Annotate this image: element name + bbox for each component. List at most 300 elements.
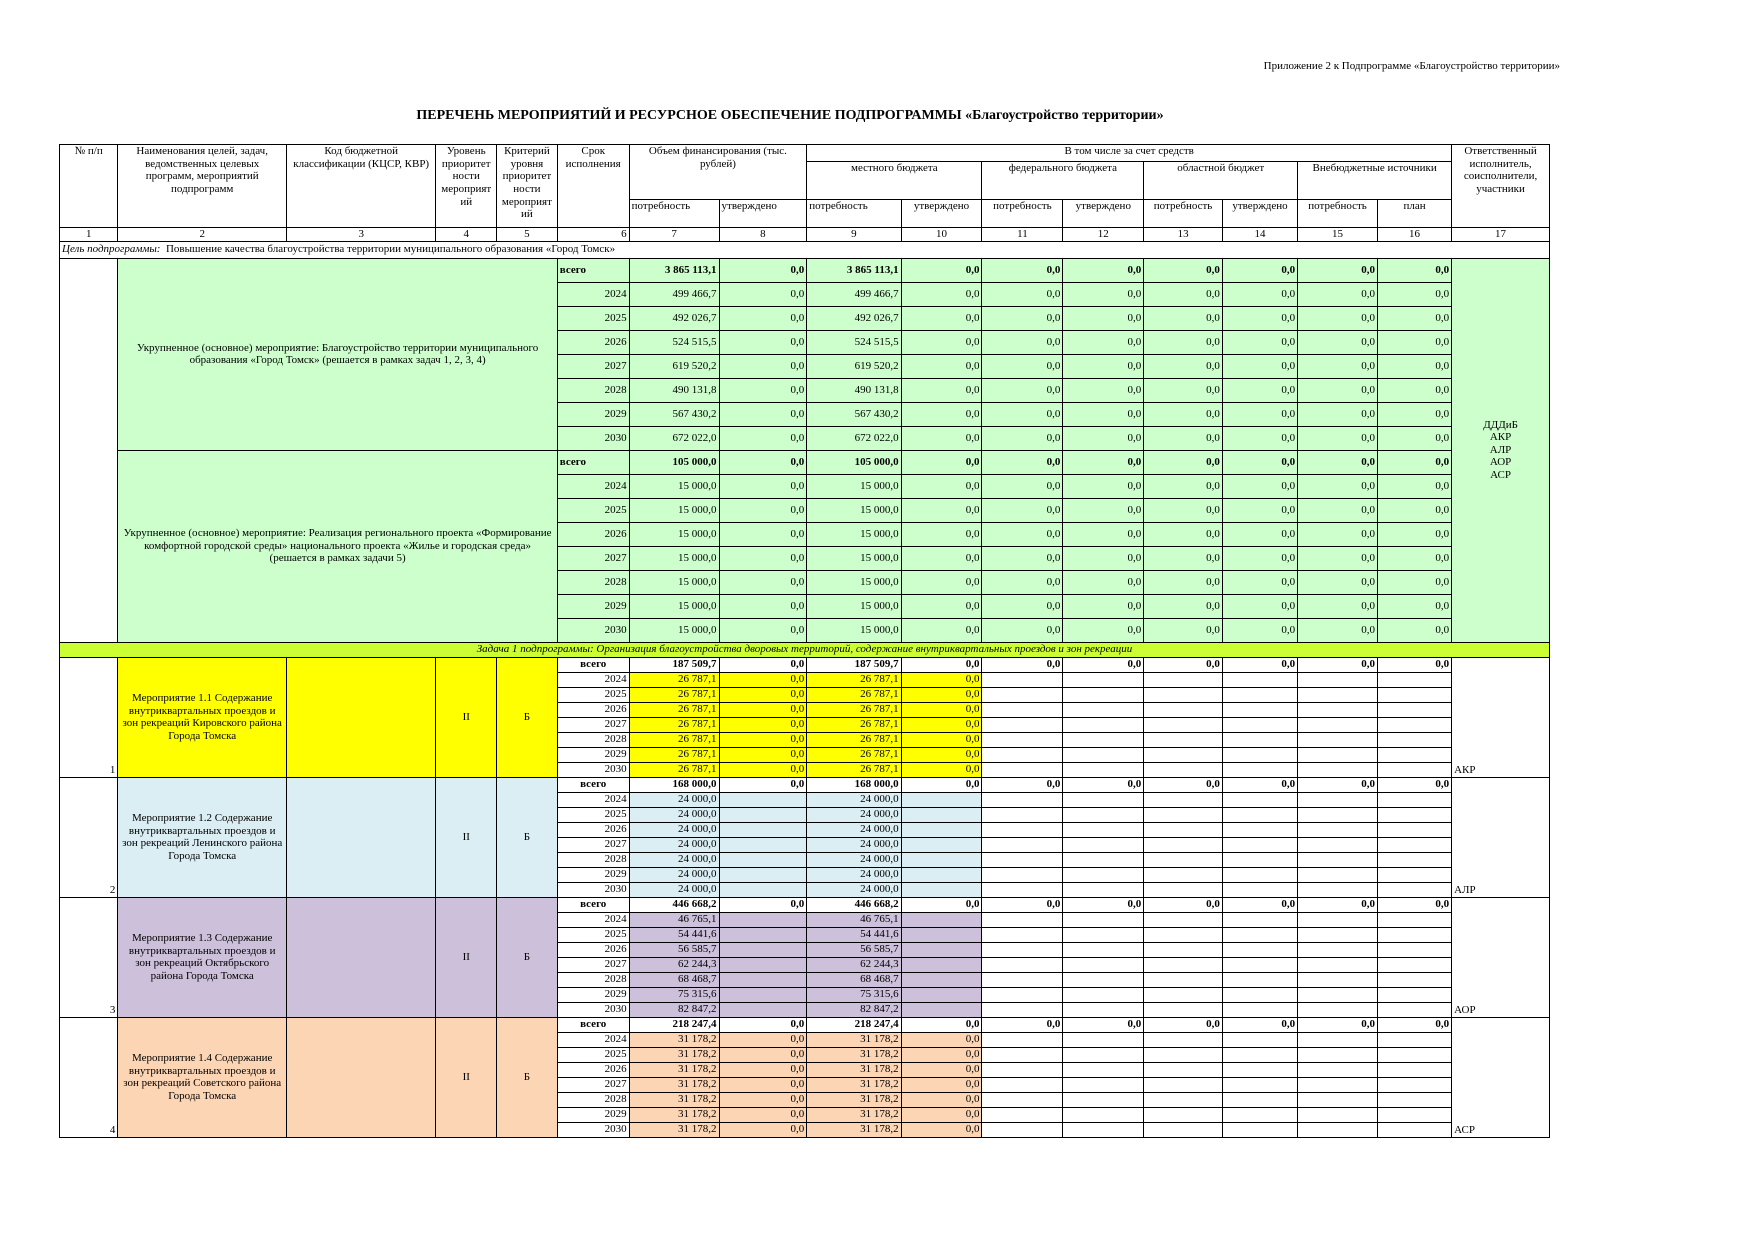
empty-cell [1063, 762, 1144, 777]
amount-cell: 0,0 [1063, 594, 1144, 618]
empty-cell [1222, 1122, 1297, 1137]
amount-cell: 0,0 [1377, 594, 1451, 618]
empty-cell [1298, 882, 1378, 897]
block-name: Укрупненное (основное) мероприятие: Реализация регионального проекта «Формирование комфортной городской среды» национального проекта «Жилье и городская среда» (решается в рамках задачи 5) [118, 450, 557, 642]
amount-cell: 0,0 [901, 687, 982, 702]
goal-row [60, 241, 1550, 258]
empty-cell [1063, 1002, 1144, 1017]
empty-cell [1377, 762, 1451, 777]
amount-cell: 0,0 [1144, 546, 1223, 570]
amount-cell: 24 000,0 [629, 822, 719, 837]
empty-cell [1063, 807, 1144, 822]
amount-cell: 24 000,0 [807, 837, 901, 852]
amount-cell: 0,0 [1144, 282, 1223, 306]
kbk-cell [286, 777, 435, 897]
column-number: 1 [60, 228, 118, 242]
empty-cell [1298, 1032, 1378, 1047]
amount-cell [719, 942, 807, 957]
amount-cell: 0,0 [1063, 474, 1144, 498]
amount-cell: 0,0 [982, 897, 1063, 912]
amount-cell: 31 178,2 [807, 1107, 901, 1122]
column-number: 12 [1063, 228, 1144, 242]
term-cell: 2028 [557, 972, 629, 987]
table-body [60, 241, 1550, 1137]
empty-cell [1222, 957, 1297, 972]
term-cell: 2024 [557, 282, 629, 306]
amount-cell: 218 247,4 [629, 1017, 719, 1032]
empty-cell [1377, 672, 1451, 687]
empty-cell [1063, 702, 1144, 717]
term-cell: 2029 [557, 1107, 629, 1122]
amount-cell: 0,0 [901, 1017, 982, 1032]
term-cell: 2030 [557, 762, 629, 777]
amount-cell: 0,0 [901, 1062, 982, 1077]
amount-cell: 0,0 [901, 330, 982, 354]
block-total-row [60, 450, 1550, 474]
empty-cell [1298, 927, 1378, 942]
goal-cell [60, 241, 1550, 258]
empty-cell [1222, 882, 1297, 897]
empty-cell [982, 717, 1063, 732]
amount-cell: 0,0 [901, 594, 982, 618]
amount-cell: 0,0 [901, 702, 982, 717]
empty-cell [1144, 1032, 1223, 1047]
column-number: 5 [497, 228, 558, 242]
amount-cell [719, 852, 807, 867]
amount-cell: 0,0 [1144, 402, 1223, 426]
amount-cell: 0,0 [1222, 546, 1297, 570]
amount-cell: 15 000,0 [807, 498, 901, 522]
amount-cell: 54 441,6 [629, 927, 719, 942]
amount-cell: 0,0 [1377, 777, 1451, 792]
empty-cell [1298, 972, 1378, 987]
row-number-cell: 2 [60, 777, 118, 897]
amount-cell: 0,0 [1222, 657, 1297, 672]
empty-cell [1298, 837, 1378, 852]
empty-cell [1144, 717, 1223, 732]
amount-cell: 0,0 [1377, 1017, 1451, 1032]
criterion-cell: Б [497, 1017, 558, 1137]
measure-total-row [60, 657, 1550, 672]
amount-cell: 0,0 [1063, 546, 1144, 570]
amount-cell: 0,0 [719, 1122, 807, 1137]
column-number: 16 [1377, 228, 1451, 242]
table-header [60, 145, 1550, 242]
empty-cell [1377, 867, 1451, 882]
empty-cell [1377, 822, 1451, 837]
col-term-header: Срок исполнения [557, 145, 629, 228]
amount-cell: 0,0 [901, 1107, 982, 1122]
amount-cell: 672 022,0 [807, 426, 901, 450]
amount-cell: 0,0 [719, 474, 807, 498]
empty-cell [1222, 1032, 1297, 1047]
term-cell: 2026 [557, 330, 629, 354]
criterion-cell: Б [497, 897, 558, 1017]
amount-cell: 15 000,0 [807, 546, 901, 570]
term-cell: 2025 [557, 927, 629, 942]
amount-cell: 0,0 [1298, 378, 1378, 402]
amount-cell: 31 178,2 [807, 1077, 901, 1092]
empty-cell [1377, 702, 1451, 717]
amount-cell: 31 178,2 [807, 1047, 901, 1062]
empty-cell [1222, 987, 1297, 1002]
amount-cell: 15 000,0 [629, 522, 719, 546]
kbk-cell [286, 897, 435, 1017]
amount-cell: 0,0 [1377, 378, 1451, 402]
amount-cell: 26 787,1 [629, 672, 719, 687]
empty-cell [1222, 837, 1297, 852]
amount-cell: 0,0 [1298, 522, 1378, 546]
amount-cell: 0,0 [1144, 378, 1223, 402]
empty-cell [1298, 912, 1378, 927]
amount-cell: 0,0 [1063, 402, 1144, 426]
empty-cell [1298, 852, 1378, 867]
amount-cell: 26 787,1 [807, 747, 901, 762]
sub-need: потребность [1298, 200, 1378, 228]
empty-cell [1298, 702, 1378, 717]
empty-cell [1144, 1107, 1223, 1122]
empty-cell [982, 1107, 1063, 1122]
empty-cell [1144, 942, 1223, 957]
empty-cell [982, 1032, 1063, 1047]
amount-cell [719, 1002, 807, 1017]
goal-text: Повышение качества благоустройства территории муниципального образования «Город Томск» [165, 243, 616, 256]
amount-cell: 499 466,7 [629, 282, 719, 306]
empty-cell [1063, 1032, 1144, 1047]
amount-cell: 0,0 [1063, 354, 1144, 378]
empty-cell [1377, 747, 1451, 762]
amount-cell: 0,0 [982, 657, 1063, 672]
amount-cell: 31 178,2 [629, 1062, 719, 1077]
empty-cell [1144, 957, 1223, 972]
term-cell: 2025 [557, 498, 629, 522]
amount-cell [719, 867, 807, 882]
col-regional-header: областной бюджет [1144, 162, 1298, 200]
term-cell: 2027 [557, 717, 629, 732]
amount-cell: 0,0 [719, 1092, 807, 1107]
col-incl-header: В том числе за счет средств [807, 145, 1452, 162]
empty-cell [1377, 792, 1451, 807]
amount-cell: 0,0 [1222, 258, 1297, 282]
amount-cell: 0,0 [1063, 1017, 1144, 1032]
empty-cell [1063, 882, 1144, 897]
amount-cell: 0,0 [901, 450, 982, 474]
amount-cell: 0,0 [719, 258, 807, 282]
empty-cell [1222, 687, 1297, 702]
term-cell: 2028 [557, 1092, 629, 1107]
amount-cell: 218 247,4 [807, 1017, 901, 1032]
amount-cell: 0,0 [1144, 450, 1223, 474]
amount-cell: 46 765,1 [629, 912, 719, 927]
amount-cell [719, 807, 807, 822]
amount-cell: 24 000,0 [629, 867, 719, 882]
amount-cell: 24 000,0 [807, 822, 901, 837]
empty-cell [982, 1062, 1063, 1077]
amount-cell: 0,0 [1063, 426, 1144, 450]
empty-cell [982, 792, 1063, 807]
empty-cell [1377, 912, 1451, 927]
amount-cell: 0,0 [982, 258, 1063, 282]
amount-cell: 0,0 [901, 777, 982, 792]
empty-cell [1377, 732, 1451, 747]
amount-cell: 56 585,7 [629, 942, 719, 957]
sub-approved: утверждено [719, 200, 807, 228]
term-cell: 2025 [557, 807, 629, 822]
empty-cell [1144, 702, 1223, 717]
amount-cell: 0,0 [719, 282, 807, 306]
empty-cell [1144, 912, 1223, 927]
amount-cell [901, 942, 982, 957]
empty-cell [1377, 1032, 1451, 1047]
responsible-cell: АЛР [1452, 777, 1550, 897]
amount-cell [719, 882, 807, 897]
empty-cell [982, 912, 1063, 927]
amount-cell: 490 131,8 [807, 378, 901, 402]
col-resp-header: Ответственный исполнитель, соисполнители, участники [1452, 145, 1550, 228]
empty-cell [1222, 852, 1297, 867]
amount-cell: 0,0 [901, 354, 982, 378]
empty-cell [1222, 807, 1297, 822]
responsible-cell: АКР [1452, 657, 1550, 777]
amount-cell: 0,0 [901, 732, 982, 747]
amount-cell: 0,0 [1144, 1017, 1223, 1032]
term-cell: 2029 [557, 594, 629, 618]
amount-cell: 0,0 [901, 474, 982, 498]
appendix-note: Приложение 2 к Подпрограмме «Благоустройство территории» [1263, 60, 1560, 72]
amount-cell: 0,0 [719, 594, 807, 618]
empty-cell [1063, 1047, 1144, 1062]
amount-cell: 0,0 [901, 402, 982, 426]
amount-cell: 0,0 [1222, 594, 1297, 618]
empty-cell [1222, 672, 1297, 687]
amount-cell: 0,0 [982, 594, 1063, 618]
amount-cell: 0,0 [901, 618, 982, 642]
amount-cell: 492 026,7 [807, 306, 901, 330]
sub-approved: утверждено [1063, 200, 1144, 228]
empty-cell [982, 942, 1063, 957]
amount-cell: 15 000,0 [807, 594, 901, 618]
term-cell: 2029 [557, 987, 629, 1002]
amount-cell: 0,0 [1298, 426, 1378, 450]
amount-cell: 0,0 [719, 1017, 807, 1032]
amount-cell [901, 837, 982, 852]
term-cell: 2028 [557, 378, 629, 402]
amount-cell: 26 787,1 [807, 687, 901, 702]
amount-cell: 75 315,6 [807, 987, 901, 1002]
amount-cell: 0,0 [719, 402, 807, 426]
amount-cell: 0,0 [901, 1122, 982, 1137]
empty-cell [1298, 1062, 1378, 1077]
column-number: 8 [719, 228, 807, 242]
empty-cell [1377, 1107, 1451, 1122]
amount-cell: 524 515,5 [629, 330, 719, 354]
amount-cell: 54 441,6 [807, 927, 901, 942]
amount-cell: 24 000,0 [807, 807, 901, 822]
empty-cell [982, 1122, 1063, 1137]
empty-cell [1144, 1047, 1223, 1062]
empty-cell [1222, 942, 1297, 957]
term-cell: 2025 [557, 1047, 629, 1062]
amount-cell [719, 987, 807, 1002]
amount-cell: 0,0 [982, 330, 1063, 354]
empty-cell [1144, 732, 1223, 747]
column-number: 11 [982, 228, 1063, 242]
amount-cell: 0,0 [982, 1017, 1063, 1032]
amount-cell: 0,0 [1298, 306, 1378, 330]
amount-cell: 0,0 [1298, 402, 1378, 426]
amount-cell: 0,0 [901, 1032, 982, 1047]
amount-cell: 0,0 [1298, 618, 1378, 642]
col-priority-header: Уровень приоритет ности мероприят ий [436, 145, 497, 228]
amount-cell: 46 765,1 [807, 912, 901, 927]
amount-cell: 15 000,0 [629, 594, 719, 618]
amount-cell: 0,0 [982, 474, 1063, 498]
term-cell: 2030 [557, 1002, 629, 1017]
empty-cell [1298, 687, 1378, 702]
empty-cell [1298, 747, 1378, 762]
empty-cell [1063, 852, 1144, 867]
empty-cell [1298, 1092, 1378, 1107]
amount-cell: 0,0 [1144, 498, 1223, 522]
amount-cell: 0,0 [719, 618, 807, 642]
term-cell: 2029 [557, 747, 629, 762]
amount-cell: 105 000,0 [807, 450, 901, 474]
amount-cell: 0,0 [901, 282, 982, 306]
empty-cell [1222, 702, 1297, 717]
amount-cell: 0,0 [1222, 330, 1297, 354]
empty-cell [982, 822, 1063, 837]
amount-cell: 0,0 [901, 378, 982, 402]
amount-cell: 68 468,7 [807, 972, 901, 987]
sub-need: потребность [982, 200, 1063, 228]
empty-cell [1298, 1122, 1378, 1137]
amount-cell: 24 000,0 [807, 867, 901, 882]
empty-cell [982, 1092, 1063, 1107]
amount-cell: 0,0 [1144, 570, 1223, 594]
empty-cell [1063, 747, 1144, 762]
amount-cell [901, 852, 982, 867]
amount-cell: 492 026,7 [629, 306, 719, 330]
term-cell: всего [557, 777, 629, 792]
empty-cell [1144, 807, 1223, 822]
amount-cell: 15 000,0 [629, 546, 719, 570]
amount-cell: 0,0 [719, 657, 807, 672]
priority-cell: II [436, 777, 497, 897]
amount-cell: 0,0 [1144, 777, 1223, 792]
amount-cell: 0,0 [1377, 522, 1451, 546]
amount-cell: 0,0 [1298, 498, 1378, 522]
amount-cell: 0,0 [1377, 897, 1451, 912]
empty-cell [1377, 1092, 1451, 1107]
amount-cell: 15 000,0 [807, 474, 901, 498]
amount-cell: 0,0 [1377, 306, 1451, 330]
amount-cell: 0,0 [1298, 450, 1378, 474]
amount-cell: 524 515,5 [807, 330, 901, 354]
amount-cell: 0,0 [1222, 474, 1297, 498]
amount-cell: 0,0 [1222, 426, 1297, 450]
amount-cell: 0,0 [1144, 522, 1223, 546]
term-cell: 2030 [557, 1122, 629, 1137]
empty-cell [1222, 732, 1297, 747]
page-title: ПЕРЕЧЕНЬ МЕРОПРИЯТИЙ И РЕСУРСНОЕ ОБЕСПЕЧЕНИЕ ПОДПРОГРАММЫ «Благоустройство территории» [416, 108, 1164, 123]
term-cell: 2027 [557, 1077, 629, 1092]
empty-cell [1063, 972, 1144, 987]
amount-cell: 0,0 [1144, 594, 1223, 618]
sub-plan: план [1377, 200, 1451, 228]
empty-cell [1063, 912, 1144, 927]
amount-cell: 3 865 113,1 [629, 258, 719, 282]
term-cell: всего [557, 1017, 629, 1032]
empty-cell [1377, 852, 1451, 867]
empty-cell [1377, 957, 1451, 972]
task-cell: Задача 1 подпрограммы: Организация благоустройства дворовых территорий, содержание внутриквартальных проездов и зон рекреации [60, 642, 1550, 657]
amount-cell: 0,0 [1377, 657, 1451, 672]
amount-cell: 0,0 [982, 618, 1063, 642]
empty-cell [1063, 717, 1144, 732]
amount-cell: 0,0 [982, 306, 1063, 330]
amount-cell: 0,0 [719, 1047, 807, 1062]
empty-cell [1377, 1002, 1451, 1017]
amount-cell: 0,0 [1144, 306, 1223, 330]
amount-cell: 56 585,7 [807, 942, 901, 957]
amount-cell: 26 787,1 [629, 747, 719, 762]
amount-cell: 26 787,1 [629, 732, 719, 747]
empty-cell [1144, 687, 1223, 702]
amount-cell: 24 000,0 [807, 882, 901, 897]
empty-cell [982, 762, 1063, 777]
empty-cell [1377, 1122, 1451, 1137]
empty-cell [1222, 792, 1297, 807]
empty-cell [1222, 1107, 1297, 1122]
amount-cell: 31 178,2 [807, 1062, 901, 1077]
amount-cell: 0,0 [1377, 402, 1451, 426]
amount-cell: 15 000,0 [629, 570, 719, 594]
amount-cell [901, 807, 982, 822]
empty-cell [1144, 867, 1223, 882]
responsible-cell: АСР [1452, 1017, 1550, 1137]
empty-cell [1298, 867, 1378, 882]
amount-cell: 0,0 [1063, 258, 1144, 282]
amount-cell: 0,0 [1222, 402, 1297, 426]
amount-cell: 26 787,1 [629, 702, 719, 717]
amount-cell: 0,0 [719, 522, 807, 546]
amount-cell: 24 000,0 [807, 792, 901, 807]
amount-cell: 567 430,2 [807, 402, 901, 426]
measure-total-row [60, 777, 1550, 792]
kbk-cell [286, 1017, 435, 1137]
empty-cell [982, 732, 1063, 747]
amount-cell: 31 178,2 [629, 1047, 719, 1062]
amount-cell: 619 520,2 [807, 354, 901, 378]
amount-cell: 31 178,2 [629, 1122, 719, 1137]
amount-cell: 0,0 [982, 354, 1063, 378]
sub-approved: утверждено [1222, 200, 1297, 228]
amount-cell: 0,0 [719, 687, 807, 702]
amount-cell: 75 315,6 [629, 987, 719, 1002]
empty-cell [1298, 732, 1378, 747]
amount-cell: 26 787,1 [807, 702, 901, 717]
amount-cell: 0,0 [1222, 522, 1297, 546]
task-row [60, 642, 1550, 657]
amount-cell: 0,0 [719, 1062, 807, 1077]
amount-cell: 0,0 [719, 702, 807, 717]
empty-cell [1222, 927, 1297, 942]
amount-cell: 0,0 [982, 777, 1063, 792]
column-number: 10 [901, 228, 982, 242]
term-cell: 2024 [557, 474, 629, 498]
amount-cell: 0,0 [1063, 378, 1144, 402]
empty-cell [1377, 837, 1451, 852]
